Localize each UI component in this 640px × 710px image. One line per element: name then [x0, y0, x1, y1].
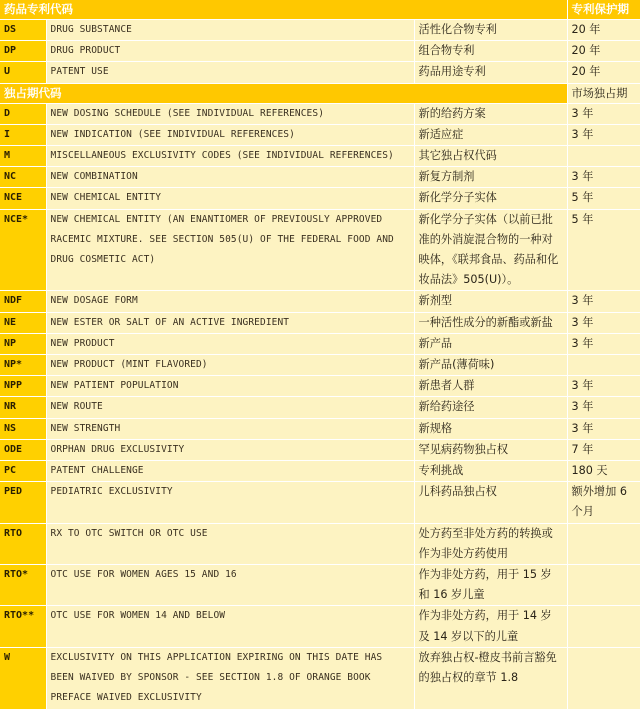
- english-desc-cell: PEDIATRIC EXCLUSIVITY: [46, 482, 414, 523]
- term-cell: [567, 355, 640, 376]
- patent-term-header: 专利保护期: [567, 0, 640, 20]
- chinese-desc-cell: 儿科药品独占权: [414, 482, 567, 523]
- chinese-desc-cell: 新剂型: [414, 291, 567, 312]
- term-cell: 3 年: [567, 418, 640, 439]
- table-row: [0, 20, 640, 41]
- code-cell: ODE: [0, 439, 46, 460]
- chinese-desc-cell: 药品用途专利: [414, 62, 567, 83]
- term-cell: [567, 565, 640, 606]
- english-desc-cell: DRUG SUBSTANCE: [46, 20, 414, 41]
- code-cell: RTO*: [0, 565, 46, 606]
- english-desc-cell: NEW PRODUCT (MINT FLAVORED): [46, 355, 414, 376]
- table-row: [0, 565, 640, 606]
- exclusivity-term-header: 市场独占期: [567, 83, 640, 103]
- english-desc-cell: NEW DOSAGE FORM: [46, 291, 414, 312]
- chinese-desc-cell: 新产品(薄荷味): [414, 355, 567, 376]
- code-cell: NR: [0, 397, 46, 418]
- chinese-desc-cell: 新规格: [414, 418, 567, 439]
- english-desc-cell: DRUG PRODUCT: [46, 41, 414, 62]
- term-cell: [567, 146, 640, 167]
- table-row: [0, 146, 640, 167]
- english-desc-cell: OTC USE FOR WOMEN AGES 15 AND 16: [46, 565, 414, 606]
- english-desc-cell: NEW CHEMICAL ENTITY: [46, 188, 414, 209]
- chinese-desc-cell: 作为非处方药，用于 15 岁和 16 岁儿童: [414, 565, 567, 606]
- english-desc-cell: ORPHAN DRUG EXCLUSIVITY: [46, 439, 414, 460]
- chinese-desc-cell: 新化学分子实体: [414, 188, 567, 209]
- code-cell: RTO**: [0, 606, 46, 647]
- code-cell: U: [0, 62, 46, 83]
- code-cell: M: [0, 146, 46, 167]
- english-desc-cell: NEW ESTER OR SALT OF AN ACTIVE INGREDIENT: [46, 312, 414, 333]
- chinese-desc-cell: 活性化合物专利: [414, 20, 567, 41]
- term-cell: 3 年: [567, 291, 640, 312]
- code-cell: NCE*: [0, 209, 46, 291]
- term-cell: 20 年: [567, 41, 640, 62]
- code-cell: D: [0, 103, 46, 124]
- code-cell: NE: [0, 312, 46, 333]
- table-row: [0, 103, 640, 124]
- chinese-desc-cell: 处方药至非处方药的转换或作为非处方药使用: [414, 523, 567, 564]
- chinese-desc-cell: 新复方制剂: [414, 167, 567, 188]
- chinese-desc-cell: 新患者人群: [414, 376, 567, 397]
- table-row: [0, 439, 640, 460]
- chinese-desc-cell: 组合物专利: [414, 41, 567, 62]
- code-cell: I: [0, 124, 46, 145]
- table-row: [0, 188, 640, 209]
- chinese-desc-cell: 其它独占权代码: [414, 146, 567, 167]
- term-cell: 3 年: [567, 333, 640, 354]
- patent-section-title: 药品专利代码: [0, 0, 567, 20]
- chinese-desc-cell: 罕见病药物独占权: [414, 439, 567, 460]
- code-cell: NP: [0, 333, 46, 354]
- chinese-desc-cell: 作为非处方药，用于 14 岁及 14 岁以下的儿童: [414, 606, 567, 647]
- term-cell: [567, 606, 640, 647]
- english-desc-cell: EXCLUSIVITY ON THIS APPLICATION EXPIRING ON THIS DATE HAS BEEN WAIVED BY SPONSOR - SEE SECTION 1.8 OF ORANGE BOOK PREFACE WAIVED EXCLUSIVITY: [46, 647, 414, 709]
- table-row: [0, 397, 640, 418]
- code-cell: DS: [0, 20, 46, 41]
- table-row: [0, 461, 640, 482]
- english-desc-cell: PATENT CHALLENGE: [46, 461, 414, 482]
- english-desc-cell: RX TO OTC SWITCH OR OTC USE: [46, 523, 414, 564]
- term-cell: 5 年: [567, 188, 640, 209]
- table-row: [0, 209, 640, 291]
- term-cell: 3 年: [567, 376, 640, 397]
- code-cell: NCE: [0, 188, 46, 209]
- code-cell: PC: [0, 461, 46, 482]
- english-desc-cell: OTC USE FOR WOMEN 14 AND BELOW: [46, 606, 414, 647]
- table-row: [0, 482, 640, 523]
- chinese-desc-cell: 新适应症: [414, 124, 567, 145]
- english-desc-cell: PATENT USE: [46, 62, 414, 83]
- table-row: [0, 41, 640, 62]
- english-desc-cell: NEW COMBINATION: [46, 167, 414, 188]
- exclusivity-section-title: 独占期代码: [0, 83, 567, 103]
- english-desc-cell: NEW STRENGTH: [46, 418, 414, 439]
- english-desc-cell: NEW ROUTE: [46, 397, 414, 418]
- english-desc-cell: NEW PRODUCT: [46, 333, 414, 354]
- table-row: [0, 418, 640, 439]
- english-desc-cell: NEW PATIENT POPULATION: [46, 376, 414, 397]
- exclusivity-header-row: [0, 83, 640, 103]
- term-cell: 20 年: [567, 62, 640, 83]
- english-desc-cell: NEW CHEMICAL ENTITY (AN ENANTIOMER OF PREVIOUSLY APPROVED RACEMIC MIXTURE. SEE SECTION 505(U) OF THE FEDERAL FOOD AND DRUG COSMETIC ACT): [46, 209, 414, 291]
- chinese-desc-cell: 专利挑战: [414, 461, 567, 482]
- term-cell: 3 年: [567, 167, 640, 188]
- term-cell: 20 年: [567, 20, 640, 41]
- code-cell: NC: [0, 167, 46, 188]
- chinese-desc-cell: 新化学分子实体（以前已批准的外消旋混合物的一种对映体，《联邦食品、药品和化妆品法》505(U)）。: [414, 209, 567, 291]
- code-cell: DP: [0, 41, 46, 62]
- table-row: [0, 376, 640, 397]
- table-row: [0, 355, 640, 376]
- table-row: [0, 291, 640, 312]
- table-row: [0, 523, 640, 564]
- code-cell: PED: [0, 482, 46, 523]
- code-cell: W: [0, 647, 46, 709]
- chinese-desc-cell: 放弃独占权-橙皮书前言豁免的独占权的章节 1.8: [414, 647, 567, 709]
- chinese-desc-cell: 一种活性成分的新酯或新盐: [414, 312, 567, 333]
- term-cell: [567, 523, 640, 564]
- patent-header-row: [0, 0, 640, 20]
- table-row: [0, 312, 640, 333]
- table-row: [0, 167, 640, 188]
- table-row: [0, 124, 640, 145]
- term-cell: 3 年: [567, 124, 640, 145]
- term-cell: 3 年: [567, 397, 640, 418]
- term-cell: 180 天: [567, 461, 640, 482]
- term-cell: 7 年: [567, 439, 640, 460]
- english-desc-cell: NEW DOSING SCHEDULE (SEE INDIVIDUAL REFERENCES): [46, 103, 414, 124]
- chinese-desc-cell: 新产品: [414, 333, 567, 354]
- term-cell: 额外增加 6 个月: [567, 482, 640, 523]
- term-cell: 5 年: [567, 209, 640, 291]
- term-cell: 3 年: [567, 312, 640, 333]
- code-cell: RTO: [0, 523, 46, 564]
- code-cell: NS: [0, 418, 46, 439]
- chinese-desc-cell: 新给药途径: [414, 397, 567, 418]
- code-cell: NPP: [0, 376, 46, 397]
- chinese-desc-cell: 新的给药方案: [414, 103, 567, 124]
- english-desc-cell: NEW INDICATION (SEE INDIVIDUAL REFERENCES): [46, 124, 414, 145]
- code-cell: NDF: [0, 291, 46, 312]
- table-row: [0, 606, 640, 647]
- table-row: [0, 333, 640, 354]
- term-cell: 3 年: [567, 103, 640, 124]
- code-cell: NP*: [0, 355, 46, 376]
- english-desc-cell: MISCELLANEOUS EXCLUSIVITY CODES (SEE INDIVIDUAL REFERENCES): [46, 146, 414, 167]
- table-row: [0, 62, 640, 83]
